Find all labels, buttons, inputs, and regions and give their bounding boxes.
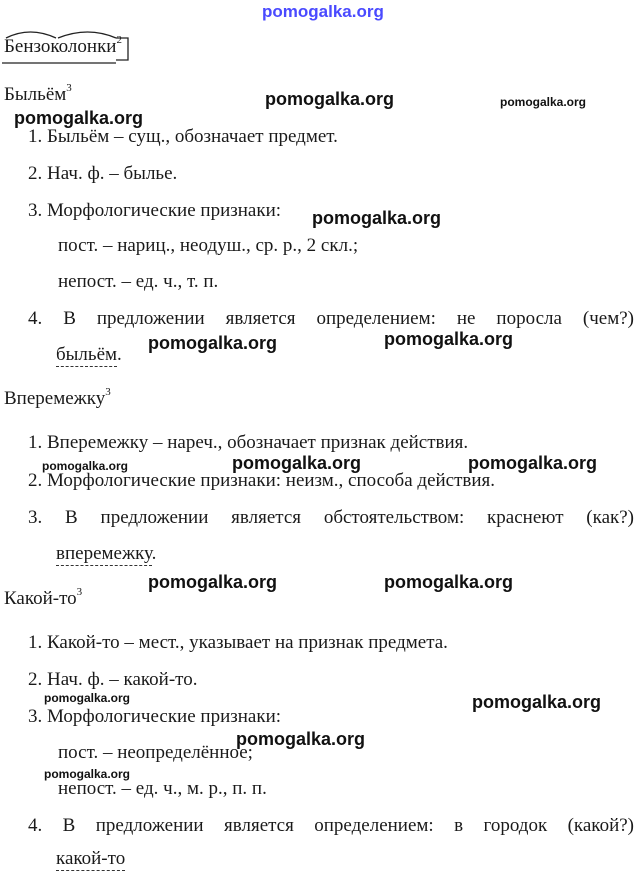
watermark-top: pomogalka.org	[262, 2, 384, 21]
watermark: pomogalka.org	[312, 208, 442, 228]
watermark: pomogalka.org	[472, 692, 602, 712]
list-item: 2. Морфологические признаки: неизм., способа действия.	[28, 470, 496, 491]
section-word: Какой-то	[4, 588, 77, 609]
section-footnote: 3	[66, 81, 72, 94]
header-footnote: 2	[116, 33, 122, 46]
watermark: pomogalka.org	[384, 329, 514, 349]
list-item: 4. В предложении является определением: в городок (какой?)	[28, 815, 634, 836]
watermark: pomogalka.org	[14, 108, 144, 128]
watermark: pomogalka.org	[44, 767, 131, 781]
punct: .	[117, 344, 122, 365]
watermark: pomogalka.org	[44, 691, 131, 705]
ending-box	[116, 38, 128, 60]
list-item-continuation	[56, 848, 125, 870]
list-item: 3. В предложении является обстоятельством: краснеют (как?)	[28, 507, 634, 528]
list-subitem: непост. – ед. ч., т. п.	[58, 271, 219, 292]
example-word: какой-то	[56, 848, 126, 869]
list-item: 3. Морфологические признаки:	[28, 706, 282, 727]
list-item: 2. Нач. ф. – былье.	[28, 163, 178, 184]
list-item: 1. Вперемежку – нареч., обозначает признак действия.	[28, 432, 469, 453]
example-word: быльём	[56, 344, 118, 365]
example-word: вперемежку	[56, 543, 152, 564]
list-item: 2. Нач. ф. – какой-то.	[28, 669, 198, 690]
list-item: 3. Морфологические признаки:	[28, 200, 282, 221]
section-word: Вперемежку	[4, 388, 106, 409]
morpheme-marks	[0, 22, 140, 64]
section-footnote: 3	[105, 385, 111, 398]
section-heading-bylyom	[4, 81, 72, 106]
root-arc-1	[6, 32, 56, 38]
watermark: pomogalka.org	[384, 572, 514, 592]
watermark: pomogalka.org	[42, 459, 129, 473]
list-subitem: непост. – ед. ч., м. р., п. п.	[58, 778, 267, 799]
section-footnote: 3	[76, 585, 83, 598]
watermark: pomogalka.org	[232, 453, 362, 473]
watermark: pomogalka.org	[265, 89, 395, 109]
watermark: pomogalka.org	[236, 729, 366, 749]
list-item: 1. Какой-то – мест., указывает на признак предмета.	[28, 632, 448, 653]
header-title: Бензоколонки	[4, 36, 117, 57]
watermark: pomogalka.org	[468, 453, 598, 473]
section-heading-vperemezhku	[4, 385, 111, 410]
list-subitem: пост. – неопределённое;	[58, 742, 253, 763]
section-heading-kakoy-to	[4, 585, 83, 610]
punct: .	[151, 543, 157, 564]
list-subitem: пост. – нариц., неодуш., ср. р., 2 скл.;	[58, 235, 359, 256]
watermark: pomogalka.org	[148, 572, 278, 592]
section-word: Быльём	[4, 84, 67, 105]
watermark: pomogalka.org	[148, 333, 278, 353]
root-arc-2	[58, 32, 116, 38]
list-item: 4. В предложении является определением: не поросла (чем?)	[28, 308, 634, 329]
watermark: pomogalka.org	[500, 95, 587, 109]
list-item-continuation	[56, 543, 156, 565]
list-item-continuation	[56, 344, 122, 366]
list-item: 1. Быльём – сущ., обозначает предмет.	[28, 126, 338, 147]
